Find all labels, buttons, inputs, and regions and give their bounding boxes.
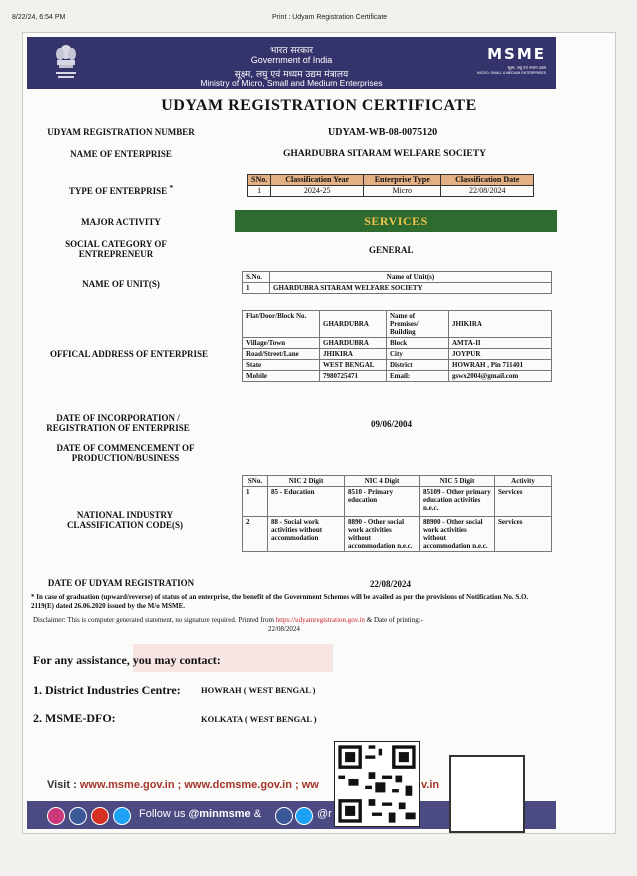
block-value: AMTA-II (449, 338, 552, 349)
district-label: District (387, 360, 449, 371)
major-activity-value: SERVICES (235, 210, 557, 232)
follow-us (139, 808, 261, 820)
table-cell: 1 (243, 283, 270, 294)
print-datetime: 8/22/24, 6:54 PM (12, 14, 66, 21)
graduation-note: * In case of graduation (upward/reverse) of status of an enterprise, the benefit of the Government Schemes will be availed as per the provisions of Notification No. S.O. 2119(E) dated 26.06.2020 issued by the M/o MSME. (31, 593, 529, 610)
table-cell: 1 (243, 487, 268, 517)
incorporation-label: DATE OF INCORPORATION / REGISTRATION OF ENTERPRISE (46, 413, 190, 433)
facebook-icon[interactable] (69, 807, 87, 825)
dfo-value: KOLKATA ( WEST BENGAL ) (201, 714, 317, 724)
table-header-row (248, 175, 534, 186)
state-label: State (243, 360, 320, 371)
type-label-star: * (169, 183, 174, 192)
road-label: Road/Street/Lane (243, 349, 320, 360)
table-row (243, 283, 552, 294)
instagram-icon[interactable] (47, 807, 65, 825)
table-row (243, 360, 552, 371)
table-cell: 88 - Social work activities without accommodation (268, 517, 345, 552)
table-row (243, 338, 552, 349)
certificate-page (22, 32, 616, 834)
mobile-label: Mobile (243, 371, 320, 382)
nic-table (242, 475, 552, 552)
commencement-label: DATE OF COMMENCEMENT OF PRODUCTION/BUSINESS (56, 443, 195, 463)
udyam-date-value: 22/08/2024 (370, 579, 412, 589)
address-label: OFFICAL ADDRESS OF ENTERPRISE (50, 349, 208, 359)
units-table (242, 271, 552, 294)
youtube-icon[interactable] (91, 807, 109, 825)
dic-label: 1. District Industries Centre: (33, 683, 181, 697)
table-header: Activity (495, 476, 552, 487)
table-cell: GHARDUBRA SITARAM WELFARE SOCIETY (270, 283, 552, 294)
address-table (242, 310, 552, 382)
table-cell: 85 - Education (268, 487, 345, 517)
visit-line (47, 779, 319, 791)
print-title: Print : Udyam Registration Certificate (272, 14, 388, 21)
type-label-text: TYPE OF ENTERPRISE (68, 186, 168, 196)
table-row (243, 371, 552, 382)
table-row (243, 349, 552, 360)
header-banner (27, 37, 556, 89)
table-cell: 8890 - Other social work activities without accommodation n.e.c. (345, 517, 420, 552)
type-table (247, 174, 534, 197)
ministry-hindi: सूक्ष्म, लघु एवं मध्यम उद्यम मंत्रालय (234, 70, 349, 80)
gov-hindi: भारत सरकार (269, 46, 314, 56)
table-cell: Micro (364, 186, 441, 197)
nic-label: NATIONAL INDUSTRY CLASSIFICATION CODE(S) (66, 510, 184, 530)
city-label: City (387, 349, 449, 360)
mobile-value: 7980725471 (320, 371, 387, 382)
disclaimer-text: Disclaimer: This is computer generated statement, no signature required. Printed from (33, 616, 276, 624)
table-cell: Services (495, 487, 552, 517)
table-cell: 85109 - Other primary education activities n.e.c. (420, 487, 495, 517)
photo-box (449, 755, 525, 833)
msme-logo-subtitle: MICRO, SMALL & MEDIUM ENTERPRISES (476, 71, 546, 75)
certificate-title: UDYAM REGISTRATION CERTIFICATE (161, 97, 477, 114)
premises-label: Name of Premises/ Building (387, 311, 449, 338)
major-activity-label: MAJOR ACTIVITY (81, 217, 161, 227)
table-header: Enterprise Type (364, 175, 441, 186)
table-header: SNo. (243, 476, 268, 487)
table-header-row (243, 476, 552, 487)
dic-value: HOWRAH ( WEST BENGAL ) (201, 685, 316, 695)
dfo-label: 2. MSME-DFO: (33, 711, 116, 725)
visit-sites[interactable]: www.msme.gov.in ; www.dcmsme.gov.in ; ww (79, 779, 319, 791)
twitter-icon[interactable] (113, 807, 131, 825)
facebook-icon[interactable] (275, 807, 293, 825)
block-label: Block (387, 338, 449, 349)
premises-value: JHIKIRA (449, 311, 552, 338)
follow-text: Follow us (139, 808, 186, 820)
table-header: S.No. (243, 272, 270, 283)
table-header-row (243, 272, 552, 283)
follow-handle[interactable]: @minmsme (188, 808, 251, 820)
table-row (243, 517, 552, 552)
social-category-value: GENERAL (369, 245, 414, 255)
table-cell: 2 (243, 517, 268, 552)
gov-english: Government of India (250, 55, 333, 65)
follow-amp: & (253, 808, 262, 820)
type-label (31, 183, 211, 196)
city-value: JOYPUR (449, 349, 552, 360)
reg-number-label: UDYAM REGISTRATION NUMBER (47, 127, 195, 137)
units-label: NAME OF UNIT(S) (82, 279, 160, 289)
state-value: WEST BENGAL (320, 360, 387, 371)
disclaimer-suffix: & Date of printing:- (365, 616, 423, 624)
table-cell: Services (495, 517, 552, 552)
table-header: NIC 5 Digit (420, 476, 495, 487)
disclaimer (33, 616, 553, 625)
table-cell: 8510 - Primary education (345, 487, 420, 517)
msme-logo-tagline: सूक्ष्म, लघु एवं मध्यम उद्यम (507, 65, 546, 70)
email-value: gswx2004@gmail.com (449, 371, 552, 382)
twitter-icon[interactable] (295, 807, 313, 825)
incorporation-date: 09/06/2004 (371, 419, 413, 429)
table-header: Classification Date (441, 175, 534, 186)
flat-label: Flat/Door/Block No. (243, 311, 320, 338)
visit-tail: v.in (421, 779, 440, 791)
qr-code-icon (334, 741, 420, 827)
village-label: Village/Town (243, 338, 320, 349)
table-row (248, 186, 534, 197)
table-row (243, 311, 552, 338)
table-header: NIC 2 Digit (268, 476, 345, 487)
email-label: Email: (387, 371, 449, 382)
table-header: NIC 4 Digit (345, 476, 420, 487)
table-cell: 2024-25 (271, 186, 364, 197)
table-header: Name of Unit(s) (270, 272, 552, 283)
msme-logo-icon (466, 45, 546, 75)
msme-logo-text: MSME (487, 45, 546, 63)
social-category-label: SOCIAL CATEGORY OF ENTREPRENEUR (65, 239, 167, 259)
disclaimer-link[interactable]: https://udyamregistration.gov.in (275, 616, 366, 624)
assistance-heading: For any assistance, you may contact: (33, 653, 221, 667)
village-value: GHARDUBRA (320, 338, 387, 349)
table-row (243, 487, 552, 517)
enterprise-name-value: GHARDUBRA SITARAM WELFARE SOCIETY (283, 149, 486, 159)
table-cell: 1 (248, 186, 271, 197)
table-cell: 22/08/2024 (441, 186, 534, 197)
reg-number-value: UDYAM-WB-08-0075120 (328, 127, 438, 138)
enterprise-name-label: NAME OF ENTERPRISE (70, 149, 172, 159)
table-header: Classification Year (271, 175, 364, 186)
print-date: 22/08/2024 (268, 625, 300, 633)
flat-value: GHARDUBRA (320, 311, 387, 338)
district-value: HOWRAH , Pin 711401 (449, 360, 552, 371)
visit-label: Visit : (47, 779, 77, 791)
road-value: JHIKIRA (320, 349, 387, 360)
udyam-date-label: DATE OF UDYAM REGISTRATION (47, 578, 195, 588)
table-header: SNo. (248, 175, 271, 186)
ministry-english: Ministry of Micro, Small and Medium Enterprises (200, 78, 383, 88)
table-cell: 88900 - Other social work activities without accommodation n.e.c. (420, 517, 495, 552)
follow-tail: @r (317, 808, 332, 820)
